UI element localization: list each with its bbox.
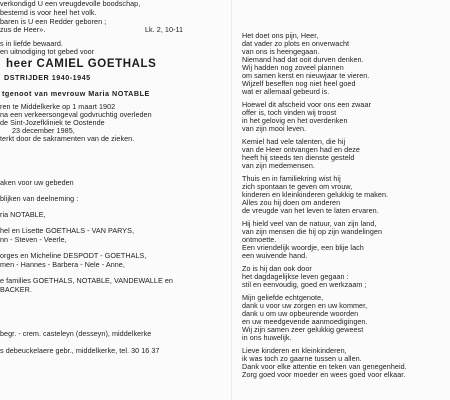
family-member-7: BACKER. [0, 285, 32, 294]
text-line: om samen kerst en nieuwjaar te vieren. [242, 71, 370, 80]
death-date-line: 23 december 1985, [12, 126, 75, 135]
gospel-line-3: baren is U een Redder geboren ; [0, 17, 107, 26]
text-line: van zijn mensen die hij op zijn wandelingen [242, 227, 382, 236]
text-line: Niemand had dat ooit durven denken. [242, 55, 364, 64]
family-member-4: orges en Micheline DESPODT - GOETHALS, [0, 251, 147, 260]
funeral-home-line: begr. - crem. casteleyn (desseyn), middelkerke [0, 329, 152, 338]
text-line: en uw meedgevende aanmoedigingen. [242, 317, 368, 326]
family-member-5: men - Hannes - Barbera - Nele - Anne, [0, 260, 125, 269]
text-line: dank u om uw opbeurende woorden [242, 309, 359, 318]
text-line: Wij hadden nog zoveel plannen [242, 63, 344, 72]
text-line: van de Heer ontvangen had en deze [242, 145, 360, 154]
text-line: Alles zou hij doen om anderen [242, 198, 341, 207]
text-line: in het gelovig en het overdenken [242, 116, 348, 125]
text-line: heeft hij steeds ten dienste gesteld [242, 153, 355, 162]
text-line: stil en eenvoudig, goed en werkzaam ; [242, 280, 367, 289]
text-line: van zijn medemensen. [242, 161, 315, 170]
text-line: het dagdagelijkse leven gegaan : [242, 272, 349, 281]
family-member-6: e families GOETHALS, NOTABLE, VANDEWALLE en [0, 276, 173, 285]
text-line: van zijn mooi leven. [242, 124, 307, 133]
text-line: in ons huwelijk. [242, 333, 292, 342]
text-line: Thuis en in familiekring wist hij [242, 174, 341, 183]
text-line: kinderen en kleinkinderen gelukkig te maken. [242, 190, 389, 199]
text-line: Mijn geliefde echtgenote, [242, 293, 324, 302]
deceased-name: heer CAMIEL GOETHALS [6, 58, 157, 70]
left-column [0, 0, 222, 400]
thanks-line: aken voor uw gebeden [0, 178, 74, 187]
text-line: Wijzelf beseffen nog niet heel goed [242, 79, 356, 88]
text-line: Hoewel dit afscheid voor ons een zwaar [242, 100, 371, 109]
text-line: Wij zijn samen zeer gelukkig geweest [242, 325, 364, 334]
text-line: ik was toch zo gaarne tussen u allen. [242, 354, 362, 363]
birth-line: ren te Middelkerke op 1 maart 1902 [0, 102, 116, 111]
text-line: Lieve kinderen en kleinkinderen, [242, 346, 347, 355]
text-line: Dank voor elke attentie en teken van genegenheid. [242, 362, 407, 371]
condolences-line: blijken van deelneming : [0, 194, 79, 203]
text-line: ontmoette. [242, 235, 277, 244]
text-line: Kemiel had vele talenten, die hij [242, 137, 346, 146]
right-column [241, 0, 450, 400]
text-line: zich spontaan te geven om vrouw, [242, 182, 353, 191]
remembrance-line: s in liefde bewaard. [0, 39, 63, 48]
scripture-reference: Lk. 2, 10-11 [145, 25, 184, 34]
place-of-death-line: de Sint-Jozefkliniek te Oostende [0, 118, 105, 127]
family-member-3: nn - Steven - Veerle, [0, 235, 67, 244]
sacraments-line: terkt door de sakramenten van de zieken. [0, 134, 135, 143]
family-member-2: hel en Lisette GOETHALS - VAN PARYS, [0, 226, 135, 235]
gospel-line-2: bestemd is voor heel het volk. [0, 8, 97, 17]
text-line: offer is, toch vinden wij troost [242, 108, 337, 117]
family-member-1: ria NOTABLE, [0, 210, 46, 219]
veteran-title: DSTRIJDER 1940-1945 [4, 73, 91, 82]
printer-line: s debeuckelaere gebr., middelkerke, tel. 30 16 37 [0, 346, 160, 355]
gospel-line-1: verkondigd U een vreugdevolle boodschap, [0, 0, 141, 8]
text-line: van ons is heengegaan. [242, 47, 320, 56]
text-line: Zorg goed voor moeder en wees goed voor elkaar. [242, 370, 406, 379]
death-line: na een verkeersongeval godvruchtig overleden [0, 110, 152, 119]
text-line: dank u voor uw zorgen en uw kommer, [242, 301, 368, 310]
text-line: Zo is hij dan ook door [242, 264, 312, 273]
text-line: dat vader zo plots en onverwacht [242, 39, 350, 48]
fold-divider [231, 0, 232, 400]
text-line: de vreugde van het leven te laten ervaren. [242, 206, 379, 215]
text-line: Het doet ons pijn, Heer, [242, 31, 319, 40]
text-line: wat er allemaal gebeurd is. [242, 87, 330, 96]
text-line: Een vriendelijk woordje, een blije lach [242, 243, 364, 252]
prayer-invitation-line: en uitnodiging tot gebed voor [0, 47, 95, 56]
text-line: Hij hield veel van de natuur, van zijn land, [242, 219, 377, 228]
text-line: een wuivende hand. [242, 251, 308, 260]
gospel-line-4: zus de Heer». [0, 25, 46, 34]
spouse-line: tgenoot van mevrouw Maria NOTABLE [2, 89, 150, 98]
